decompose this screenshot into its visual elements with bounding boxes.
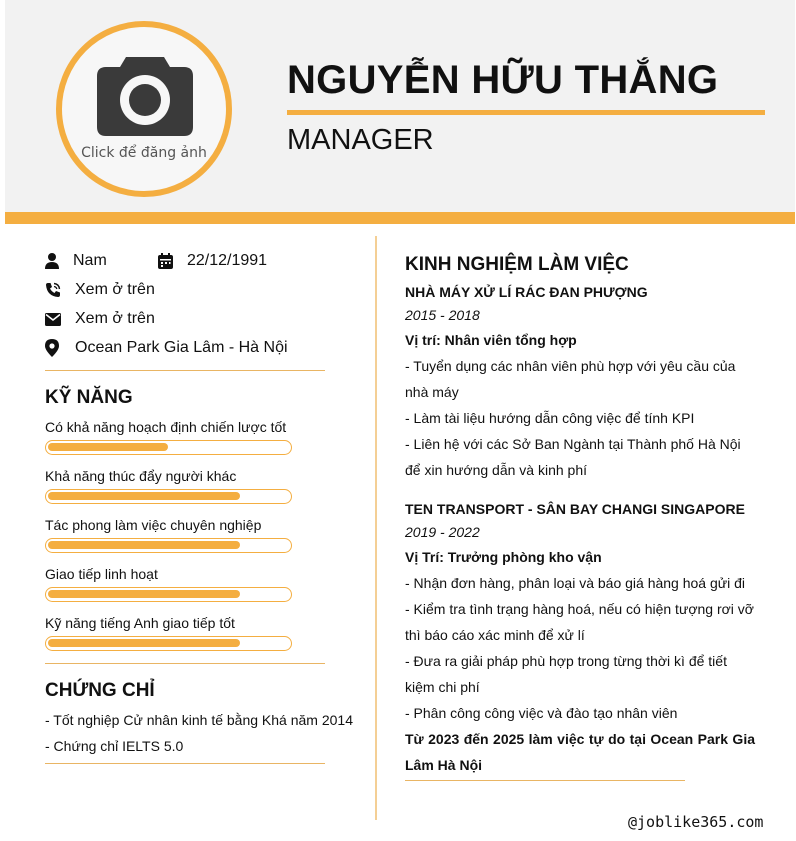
job-task: - Phân công công việc và đào tạo nhân viên bbox=[405, 705, 678, 721]
skill-label: Có khả năng hoạch định chiến lược tốt bbox=[45, 419, 287, 435]
contact-separator bbox=[45, 370, 325, 371]
skill-label: Khả năng thúc đẩy người khác bbox=[45, 468, 237, 484]
skill-bar-fill bbox=[48, 590, 240, 598]
skill-label: Giao tiếp linh hoạt bbox=[45, 566, 158, 582]
skill-label: Tác phong làm việc chuyên nghiệp bbox=[45, 517, 262, 533]
certificate-item: - Tốt nghiệp Cử nhân kinh tế bằng Khá năm 2014 bbox=[45, 712, 353, 728]
job-task: - Liên hệ với các Sở Ban Ngành tại Thành phố Hà Nội để xin hướng dẫn và kinh phí bbox=[405, 436, 741, 478]
address-value: Ocean Park Gia Lâm - Hà Nội bbox=[75, 339, 288, 356]
skill-bar bbox=[45, 587, 292, 602]
certificate-item: - Chứng chỉ IELTS 5.0 bbox=[45, 738, 184, 754]
certificates-separator bbox=[45, 763, 325, 764]
name-underline bbox=[287, 110, 765, 115]
skill-bar bbox=[45, 636, 292, 651]
skill-bar-fill bbox=[48, 443, 168, 451]
skill-bar bbox=[45, 440, 292, 455]
candidate-name: NGUYỄN HỮU THẮNG bbox=[287, 58, 719, 102]
candidate-role: MANAGER bbox=[287, 124, 434, 156]
job-task: - Đưa ra giải pháp phù hợp trong từng thời kì để tiết kiệm chi phí bbox=[405, 653, 727, 695]
job-position: Vị Trí: Trưởng phòng kho vận bbox=[405, 549, 602, 565]
skills-separator bbox=[45, 663, 325, 664]
contact-gender bbox=[45, 249, 107, 273]
skill-bar-fill bbox=[48, 639, 240, 647]
experience-separator bbox=[405, 780, 685, 781]
email-value: Xem ở trên bbox=[75, 310, 155, 327]
watermark: @joblike365.com bbox=[628, 813, 764, 831]
skill-label: Kỹ năng tiếng Anh giao tiếp tốt bbox=[45, 615, 235, 631]
birthday-value: 22/12/1991 bbox=[187, 252, 268, 269]
job-position: Vị trí: Nhân viên tổng hợp bbox=[405, 332, 577, 348]
certificates-title: CHỨNG CHỈ bbox=[45, 680, 155, 701]
job-company: TEN TRANSPORT - SÂN BAY CHANGI SINGAPORE bbox=[405, 501, 745, 517]
job-period: 2015 - 2018 bbox=[405, 307, 480, 323]
skill-bar-fill bbox=[48, 492, 240, 500]
column-divider bbox=[375, 236, 377, 820]
contact-email bbox=[45, 307, 155, 331]
header-accent-bar bbox=[5, 212, 795, 224]
experience-title: KINH NGHIỆM LÀM VIỆC bbox=[405, 254, 629, 275]
job-period: 2019 - 2022 bbox=[405, 524, 480, 540]
job-task: - Nhận đơn hàng, phân loại và báo giá hàng hoá gửi đi bbox=[405, 575, 746, 591]
skill-bar bbox=[45, 489, 292, 504]
skill-bar-fill bbox=[48, 541, 240, 549]
contact-birthday bbox=[158, 249, 267, 273]
envelope-icon bbox=[45, 313, 61, 326]
skill-bar bbox=[45, 538, 292, 553]
avatar-upload[interactable] bbox=[56, 21, 232, 197]
camera-icon bbox=[96, 51, 194, 137]
job-company: NHÀ MÁY XỬ LÍ RÁC ĐAN PHƯỢNG bbox=[405, 284, 648, 300]
gender-value: Nam bbox=[73, 252, 107, 269]
skills-title: KỸ NĂNG bbox=[45, 387, 133, 408]
contact-address bbox=[45, 336, 288, 360]
calendar-icon bbox=[158, 253, 173, 269]
job-task: - Kiểm tra tình trạng hàng hoá, nếu có hiện tượng rơi vỡ thì báo cáo xác minh để xử lí bbox=[405, 601, 754, 643]
phone-icon bbox=[45, 282, 61, 298]
contact-phone bbox=[45, 278, 155, 302]
phone-value: Xem ở trên bbox=[75, 281, 155, 298]
location-pin-icon bbox=[45, 339, 59, 357]
person-icon bbox=[45, 253, 59, 269]
job-task: - Làm tài liệu hướng dẫn công việc để tính KPI bbox=[405, 410, 695, 426]
freelance-note: Từ 2023 đến 2025 làm việc tự do tại Ocean Park Gia Lâm Hà Nội bbox=[405, 731, 755, 773]
avatar-upload-label: Click để đăng ảnh bbox=[81, 145, 207, 161]
job-task: - Tuyển dụng các nhân viên phù hợp với yêu cầu của nhà máy bbox=[405, 358, 736, 400]
